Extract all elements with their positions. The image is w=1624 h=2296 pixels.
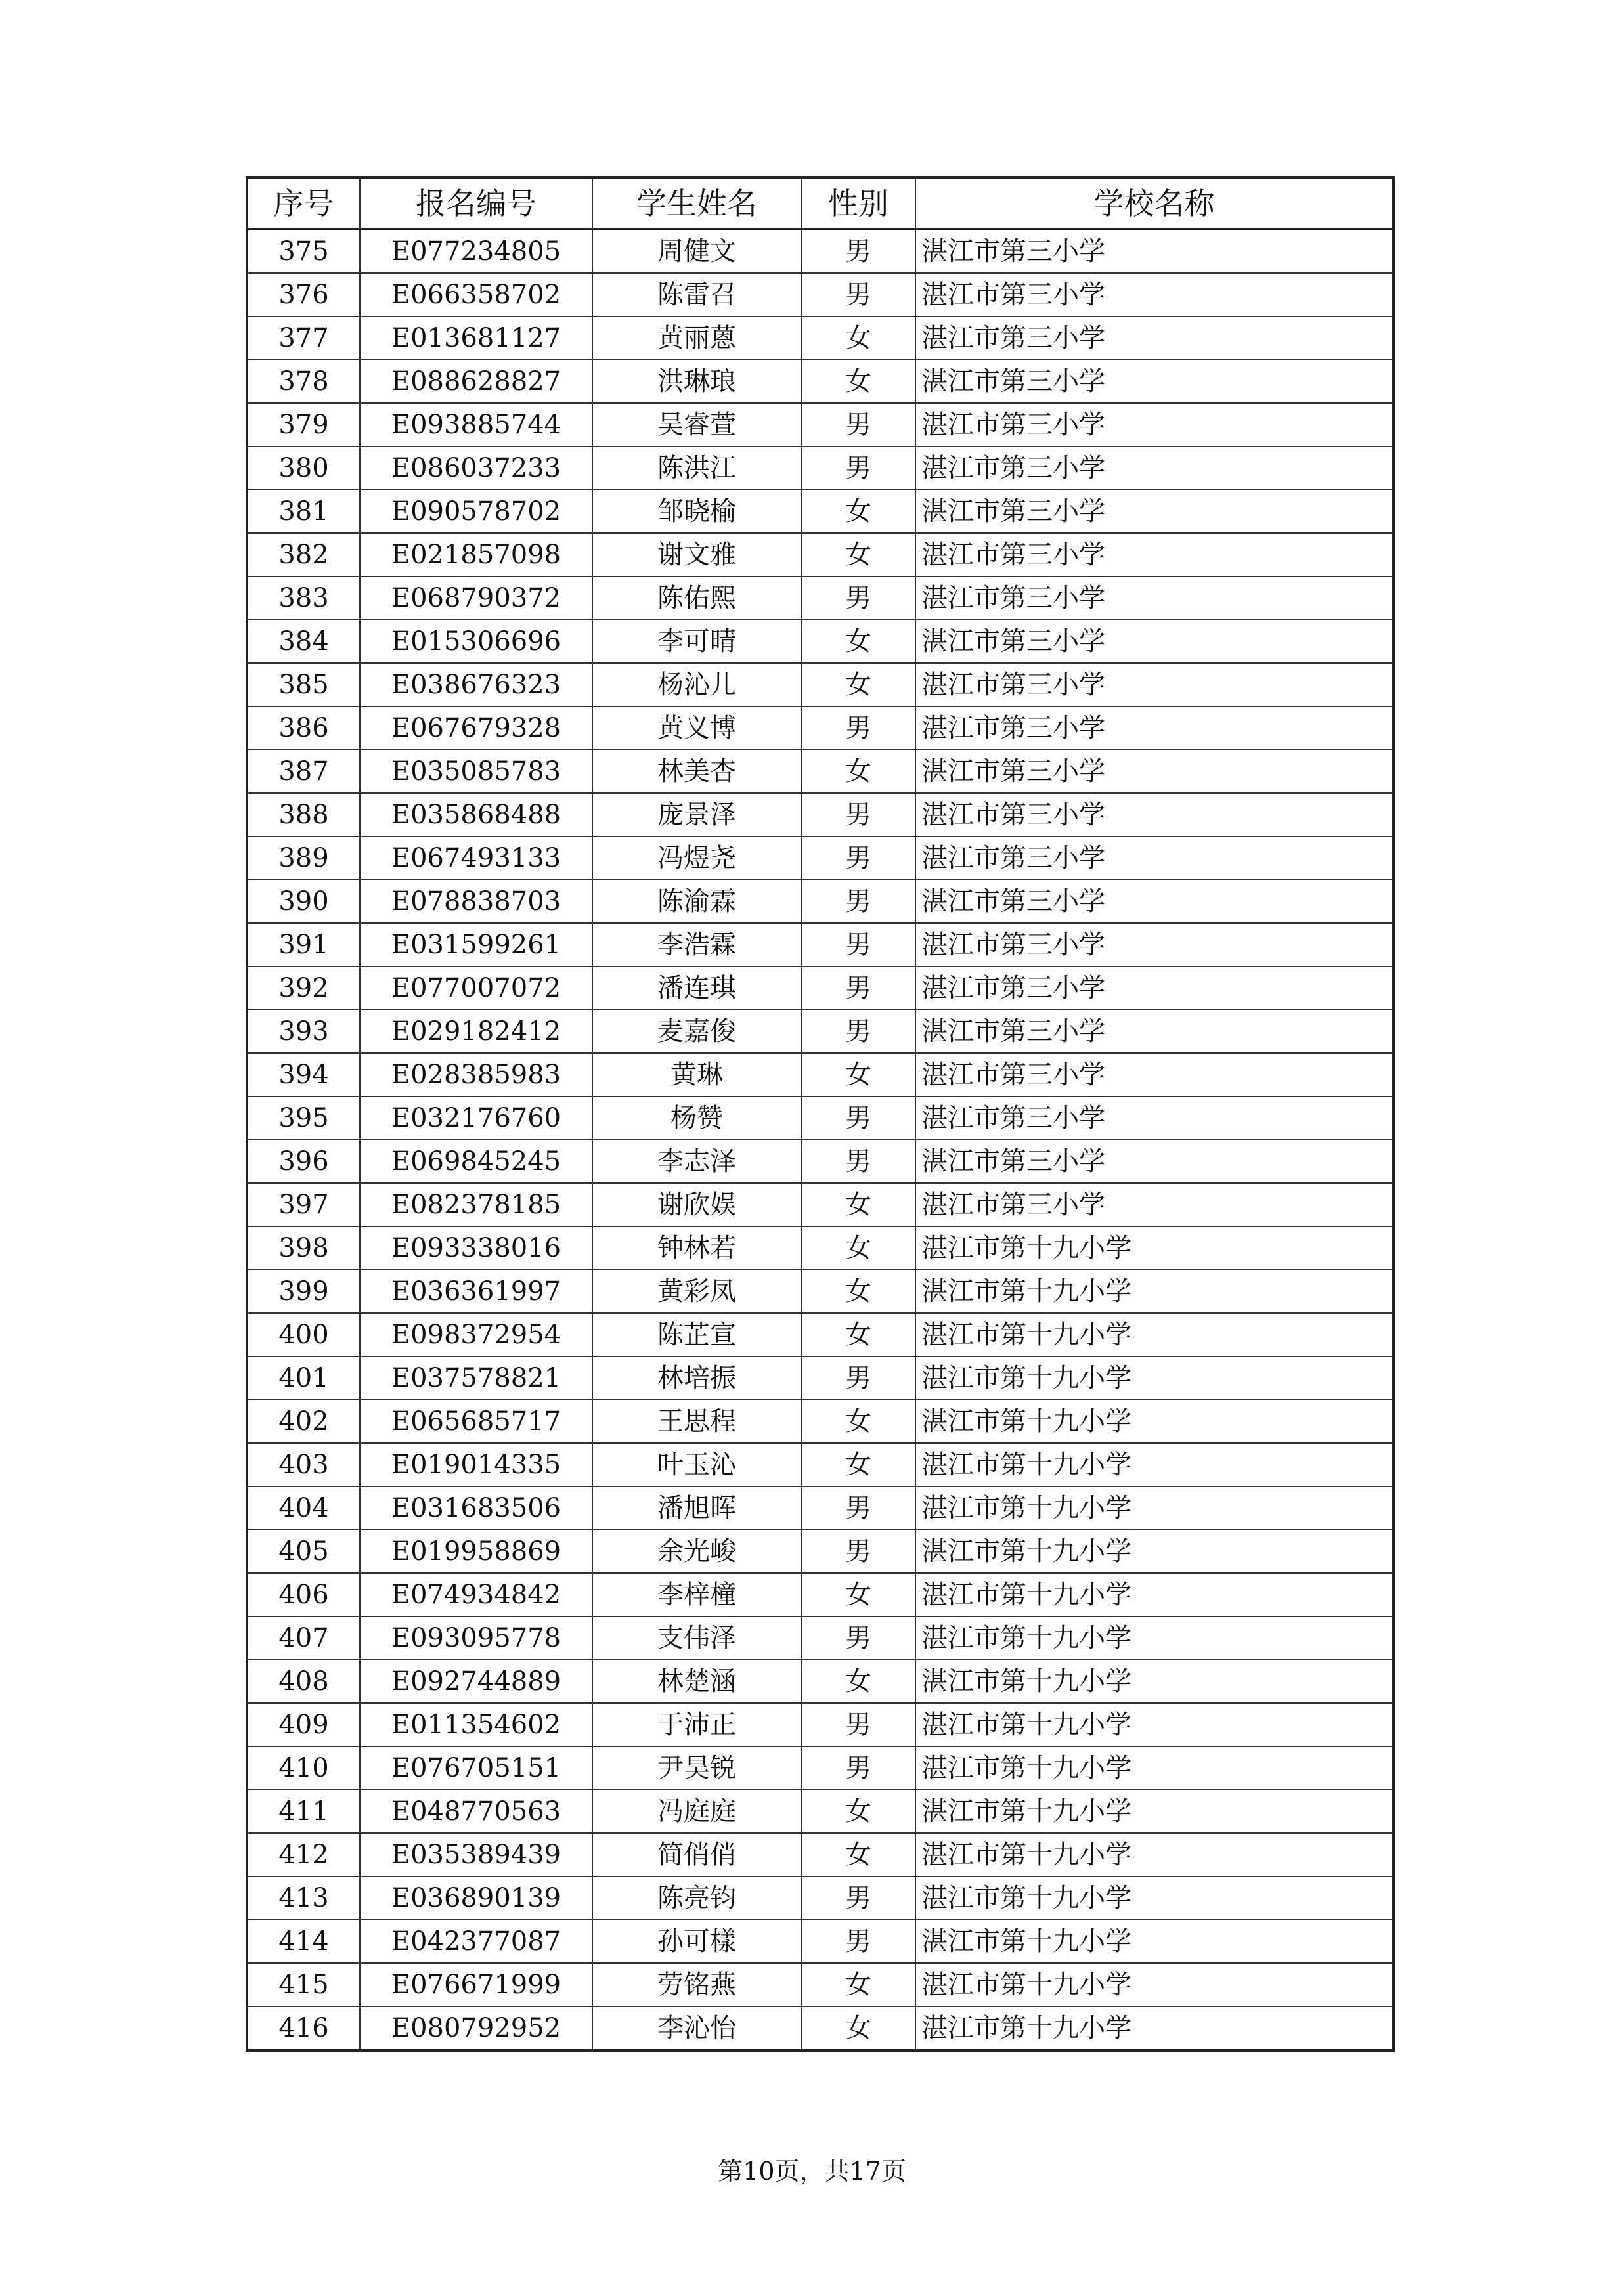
school-name-cell: 湛江市第十九小学 — [915, 1270, 1394, 1313]
school-name-cell: 湛江市第三小学 — [915, 1053, 1394, 1096]
registration-id-cell: E029182412 — [360, 1010, 592, 1053]
gender-cell: 男 — [801, 966, 915, 1010]
school-name-cell: 湛江市第十九小学 — [915, 1530, 1394, 1573]
registration-id-cell: E032176760 — [360, 1096, 592, 1140]
gender-cell: 男 — [801, 706, 915, 750]
table-row — [247, 403, 1394, 446]
table-row — [247, 1833, 1394, 1876]
table-row — [247, 750, 1394, 793]
gender-cell: 男 — [801, 1746, 915, 1790]
gender-cell: 男 — [801, 403, 915, 446]
student-name-cell: 谢欣娱 — [592, 1183, 801, 1226]
table-row — [247, 1010, 1394, 1053]
registration-id-cell: E093338016 — [360, 1226, 592, 1270]
gender-cell: 男 — [801, 1010, 915, 1053]
serial-cell: 389 — [247, 836, 360, 880]
gender-cell: 女 — [801, 1660, 915, 1703]
gender-cell: 女 — [801, 1270, 915, 1313]
student-name-cell: 李沁怡 — [592, 2006, 801, 2050]
gender-cell: 男 — [801, 1876, 915, 1920]
table-row — [247, 273, 1394, 316]
serial-cell: 386 — [247, 706, 360, 750]
gender-cell: 女 — [801, 1313, 915, 1356]
registration-id-cell: E065685717 — [360, 1400, 592, 1443]
student-name-cell: 陈洪江 — [592, 446, 801, 490]
school-name-cell: 湛江市第三小学 — [915, 403, 1394, 446]
serial-cell: 408 — [247, 1660, 360, 1703]
serial-cell: 387 — [247, 750, 360, 793]
student-name-cell: 黄琳 — [592, 1053, 801, 1096]
student-name-cell: 林楚涵 — [592, 1660, 801, 1703]
registration-id-cell: E077234805 — [360, 230, 592, 274]
registration-id-cell: E015306696 — [360, 620, 592, 663]
registration-id-cell: E069845245 — [360, 1140, 592, 1183]
gender-cell: 女 — [801, 1963, 915, 2006]
student-name-cell: 洪琳琅 — [592, 360, 801, 403]
registration-id-cell: E035085783 — [360, 750, 592, 793]
school-name-cell: 湛江市第三小学 — [915, 750, 1394, 793]
school-name-cell: 湛江市第十九小学 — [915, 1356, 1394, 1400]
gender-cell: 男 — [801, 1530, 915, 1573]
student-name-cell: 杨赞 — [592, 1096, 801, 1140]
registration-id-cell: E031683506 — [360, 1486, 592, 1530]
table-row — [247, 1183, 1394, 1226]
registration-id-cell: E074934842 — [360, 1573, 592, 1616]
serial-cell: 385 — [247, 663, 360, 706]
school-name-cell: 湛江市第三小学 — [915, 706, 1394, 750]
serial-cell: 410 — [247, 1746, 360, 1790]
table-row — [247, 490, 1394, 533]
serial-cell: 398 — [247, 1226, 360, 1270]
registration-id-cell: E090578702 — [360, 490, 592, 533]
school-name-cell: 湛江市第三小学 — [915, 490, 1394, 533]
registration-id-cell: E088628827 — [360, 360, 592, 403]
school-name-cell: 湛江市第十九小学 — [915, 1573, 1394, 1616]
school-name-cell: 湛江市第十九小学 — [915, 1920, 1394, 1963]
student-name-cell: 冯煜尧 — [592, 836, 801, 880]
serial-cell: 391 — [247, 923, 360, 966]
registration-id-cell: E042377087 — [360, 1920, 592, 1963]
school-name-cell: 湛江市第三小学 — [915, 836, 1394, 880]
student-name-cell: 钟林若 — [592, 1226, 801, 1270]
serial-cell: 393 — [247, 1010, 360, 1053]
table-row — [247, 360, 1394, 403]
table-row — [247, 1140, 1394, 1183]
table-row — [247, 836, 1394, 880]
serial-cell: 397 — [247, 1183, 360, 1226]
school-name-cell: 湛江市第十九小学 — [915, 1226, 1394, 1270]
serial-cell: 395 — [247, 1096, 360, 1140]
table-row — [247, 706, 1394, 750]
school-name-cell: 湛江市第三小学 — [915, 620, 1394, 663]
student-name-cell: 李志泽 — [592, 1140, 801, 1183]
gender-cell: 男 — [801, 1356, 915, 1400]
table-header — [247, 177, 1394, 230]
registration-id-cell: E013681127 — [360, 316, 592, 360]
header-row — [247, 177, 1394, 230]
registration-id-cell: E080792952 — [360, 2006, 592, 2050]
school-name-cell: 湛江市第十九小学 — [915, 1313, 1394, 1356]
registration-id-cell: E011354602 — [360, 1703, 592, 1746]
gender-cell: 男 — [801, 273, 915, 316]
gender-cell: 女 — [801, 620, 915, 663]
student-name-cell: 尹昊锐 — [592, 1746, 801, 1790]
registration-id-cell: E066358702 — [360, 273, 592, 316]
gender-cell: 女 — [801, 663, 915, 706]
table-row — [247, 1660, 1394, 1703]
gender-cell: 男 — [801, 793, 915, 836]
serial-cell: 407 — [247, 1616, 360, 1660]
student-name-cell: 庞景泽 — [592, 793, 801, 836]
student-name-cell: 林培振 — [592, 1356, 801, 1400]
table-row — [247, 1616, 1394, 1660]
table-row — [247, 966, 1394, 1010]
student-name-cell: 冯庭庭 — [592, 1790, 801, 1833]
serial-cell: 392 — [247, 966, 360, 1010]
student-name-cell: 潘连琪 — [592, 966, 801, 1010]
registration-id-cell: E076705151 — [360, 1746, 592, 1790]
registration-id-cell: E028385983 — [360, 1053, 592, 1096]
table-row — [247, 533, 1394, 576]
serial-cell: 399 — [247, 1270, 360, 1313]
table-row — [247, 1573, 1394, 1616]
student-name-cell: 杨沁儿 — [592, 663, 801, 706]
school-name-cell: 湛江市第三小学 — [915, 1096, 1394, 1140]
table-row — [247, 923, 1394, 966]
student-name-cell: 林美杏 — [592, 750, 801, 793]
table-row — [247, 1790, 1394, 1833]
student-name-cell: 李可晴 — [592, 620, 801, 663]
gender-cell: 男 — [801, 880, 915, 923]
header-student-name: 学生姓名 — [592, 177, 801, 230]
school-name-cell: 湛江市第十九小学 — [915, 1616, 1394, 1660]
student-name-cell: 吴睿萱 — [592, 403, 801, 446]
gender-cell: 女 — [801, 1833, 915, 1876]
school-name-cell: 湛江市第三小学 — [915, 1183, 1394, 1226]
table-row — [247, 1703, 1394, 1746]
table-row — [247, 230, 1394, 274]
school-name-cell: 湛江市第十九小学 — [915, 2006, 1394, 2050]
student-name-cell: 于沛正 — [592, 1703, 801, 1746]
serial-cell: 380 — [247, 446, 360, 490]
school-name-cell: 湛江市第三小学 — [915, 230, 1394, 274]
registration-id-cell: E031599261 — [360, 923, 592, 966]
student-name-cell: 李梓橦 — [592, 1573, 801, 1616]
serial-cell: 409 — [247, 1703, 360, 1746]
serial-cell: 377 — [247, 316, 360, 360]
table-row — [247, 620, 1394, 663]
school-name-cell: 湛江市第十九小学 — [915, 1963, 1394, 2006]
registration-id-cell: E048770563 — [360, 1790, 592, 1833]
table-row — [247, 1356, 1394, 1400]
registration-id-cell: E093095778 — [360, 1616, 592, 1660]
student-name-cell: 支伟泽 — [592, 1616, 801, 1660]
student-name-cell: 劳铭燕 — [592, 1963, 801, 2006]
student-name-cell: 陈渝霖 — [592, 880, 801, 923]
registration-id-cell: E068790372 — [360, 576, 592, 620]
school-name-cell: 湛江市第十九小学 — [915, 1876, 1394, 1920]
school-name-cell: 湛江市第三小学 — [915, 360, 1394, 403]
table-row — [247, 1313, 1394, 1356]
gender-cell: 男 — [801, 1920, 915, 1963]
serial-cell: 396 — [247, 1140, 360, 1183]
gender-cell: 男 — [801, 1096, 915, 1140]
student-name-cell: 邹晓榆 — [592, 490, 801, 533]
student-name-cell: 简俏俏 — [592, 1833, 801, 1876]
school-name-cell: 湛江市第三小学 — [915, 1010, 1394, 1053]
registration-id-cell: E021857098 — [360, 533, 592, 576]
school-name-cell: 湛江市第十九小学 — [915, 1486, 1394, 1530]
header-gender: 性别 — [801, 177, 915, 230]
serial-cell: 379 — [247, 403, 360, 446]
registration-id-cell: E086037233 — [360, 446, 592, 490]
gender-cell: 女 — [801, 1443, 915, 1486]
table-row — [247, 1920, 1394, 1963]
table-row — [247, 1226, 1394, 1270]
serial-cell: 401 — [247, 1356, 360, 1400]
school-name-cell: 湛江市第三小学 — [915, 880, 1394, 923]
serial-cell: 388 — [247, 793, 360, 836]
table-row — [247, 1876, 1394, 1920]
serial-cell: 381 — [247, 490, 360, 533]
gender-cell: 女 — [801, 2006, 915, 2050]
school-name-cell: 湛江市第三小学 — [915, 966, 1394, 1010]
header-serial: 序号 — [247, 177, 360, 230]
school-name-cell: 湛江市第十九小学 — [915, 1400, 1394, 1443]
gender-cell: 女 — [801, 750, 915, 793]
table-row — [247, 880, 1394, 923]
serial-cell: 411 — [247, 1790, 360, 1833]
table-row — [247, 1963, 1394, 2006]
table-row — [247, 1096, 1394, 1140]
school-name-cell: 湛江市第十九小学 — [915, 1443, 1394, 1486]
student-name-cell: 孙可樣 — [592, 1920, 801, 1963]
gender-cell: 女 — [801, 490, 915, 533]
gender-cell: 女 — [801, 1573, 915, 1616]
gender-cell: 女 — [801, 360, 915, 403]
student-table — [246, 176, 1395, 2052]
header-registration-id: 报名编号 — [360, 177, 592, 230]
registration-id-cell: E077007072 — [360, 966, 592, 1010]
serial-cell: 403 — [247, 1443, 360, 1486]
serial-cell: 376 — [247, 273, 360, 316]
registration-id-cell: E038676323 — [360, 663, 592, 706]
serial-cell: 416 — [247, 2006, 360, 2050]
page-footer: 第10页，共17页 — [718, 2157, 906, 2186]
student-name-cell: 陈亮钧 — [592, 1876, 801, 1920]
serial-cell: 390 — [247, 880, 360, 923]
gender-cell: 女 — [801, 1053, 915, 1096]
school-name-cell: 湛江市第三小学 — [915, 316, 1394, 360]
student-name-cell: 黄义博 — [592, 706, 801, 750]
serial-cell: 413 — [247, 1876, 360, 1920]
registration-id-cell: E035868488 — [360, 793, 592, 836]
student-name-cell: 叶玉沁 — [592, 1443, 801, 1486]
table-row — [247, 1486, 1394, 1530]
table-body — [247, 230, 1394, 2051]
serial-cell: 415 — [247, 1963, 360, 2006]
gender-cell: 男 — [801, 230, 915, 274]
student-name-cell: 周健文 — [592, 230, 801, 274]
registration-id-cell: E078838703 — [360, 880, 592, 923]
school-name-cell: 湛江市第十九小学 — [915, 1790, 1394, 1833]
header-school-name: 学校名称 — [915, 177, 1394, 230]
serial-cell: 383 — [247, 576, 360, 620]
school-name-cell: 湛江市第三小学 — [915, 446, 1394, 490]
student-name-cell: 余光峻 — [592, 1530, 801, 1573]
school-name-cell: 湛江市第三小学 — [915, 1140, 1394, 1183]
student-name-cell: 黄彩凤 — [592, 1270, 801, 1313]
gender-cell: 男 — [801, 1616, 915, 1660]
registration-id-cell: E092744889 — [360, 1660, 592, 1703]
student-name-cell: 陈雷召 — [592, 273, 801, 316]
gender-cell: 男 — [801, 576, 915, 620]
school-name-cell: 湛江市第十九小学 — [915, 1660, 1394, 1703]
registration-id-cell: E067679328 — [360, 706, 592, 750]
serial-cell: 406 — [247, 1573, 360, 1616]
registration-id-cell: E035389439 — [360, 1833, 592, 1876]
table-row — [247, 1530, 1394, 1573]
school-name-cell: 湛江市第三小学 — [915, 663, 1394, 706]
student-name-cell: 黄丽蒽 — [592, 316, 801, 360]
school-name-cell: 湛江市第三小学 — [915, 576, 1394, 620]
serial-cell: 414 — [247, 1920, 360, 1963]
registration-id-cell: E067493133 — [360, 836, 592, 880]
registration-id-cell: E093885744 — [360, 403, 592, 446]
serial-cell: 394 — [247, 1053, 360, 1096]
school-name-cell: 湛江市第三小学 — [915, 793, 1394, 836]
serial-cell: 382 — [247, 533, 360, 576]
gender-cell: 女 — [801, 1400, 915, 1443]
student-name-cell: 李浩霖 — [592, 923, 801, 966]
registration-id-cell: E037578821 — [360, 1356, 592, 1400]
serial-cell: 412 — [247, 1833, 360, 1876]
gender-cell: 女 — [801, 1183, 915, 1226]
student-name-cell: 王思程 — [592, 1400, 801, 1443]
registration-id-cell: E019014335 — [360, 1443, 592, 1486]
serial-cell: 404 — [247, 1486, 360, 1530]
gender-cell: 女 — [801, 1790, 915, 1833]
table-row — [247, 1053, 1394, 1096]
registration-id-cell: E036890139 — [360, 1876, 592, 1920]
table-row — [247, 1746, 1394, 1790]
student-name-cell: 谢文雅 — [592, 533, 801, 576]
student-name-cell: 陈佑熙 — [592, 576, 801, 620]
registration-id-cell: E076671999 — [360, 1963, 592, 2006]
registration-id-cell: E019958869 — [360, 1530, 592, 1573]
table-row — [247, 446, 1394, 490]
gender-cell: 男 — [801, 836, 915, 880]
serial-cell: 375 — [247, 230, 360, 274]
student-name-cell: 陈芷宣 — [592, 1313, 801, 1356]
student-name-cell: 麦嘉俊 — [592, 1010, 801, 1053]
table-row — [247, 663, 1394, 706]
school-name-cell: 湛江市第三小学 — [915, 533, 1394, 576]
table-row — [247, 316, 1394, 360]
gender-cell: 男 — [801, 1486, 915, 1530]
gender-cell: 男 — [801, 923, 915, 966]
registration-id-cell: E082378185 — [360, 1183, 592, 1226]
table-row — [247, 1443, 1394, 1486]
school-name-cell: 湛江市第十九小学 — [915, 1703, 1394, 1746]
school-name-cell: 湛江市第三小学 — [915, 273, 1394, 316]
student-name-cell: 潘旭晖 — [592, 1486, 801, 1530]
gender-cell: 女 — [801, 316, 915, 360]
serial-cell: 400 — [247, 1313, 360, 1356]
registration-id-cell: E036361997 — [360, 1270, 592, 1313]
gender-cell: 男 — [801, 1703, 915, 1746]
gender-cell: 女 — [801, 533, 915, 576]
serial-cell: 378 — [247, 360, 360, 403]
registration-id-cell: E098372954 — [360, 1313, 592, 1356]
table-row — [247, 793, 1394, 836]
gender-cell: 男 — [801, 1140, 915, 1183]
gender-cell: 男 — [801, 446, 915, 490]
serial-cell: 384 — [247, 620, 360, 663]
table-row — [247, 2006, 1394, 2050]
gender-cell: 女 — [801, 1226, 915, 1270]
table-row — [247, 1400, 1394, 1443]
table-row — [247, 576, 1394, 620]
school-name-cell: 湛江市第十九小学 — [915, 1833, 1394, 1876]
serial-cell: 405 — [247, 1530, 360, 1573]
table-row — [247, 1270, 1394, 1313]
school-name-cell: 湛江市第十九小学 — [915, 1746, 1394, 1790]
serial-cell: 402 — [247, 1400, 360, 1443]
school-name-cell: 湛江市第三小学 — [915, 923, 1394, 966]
